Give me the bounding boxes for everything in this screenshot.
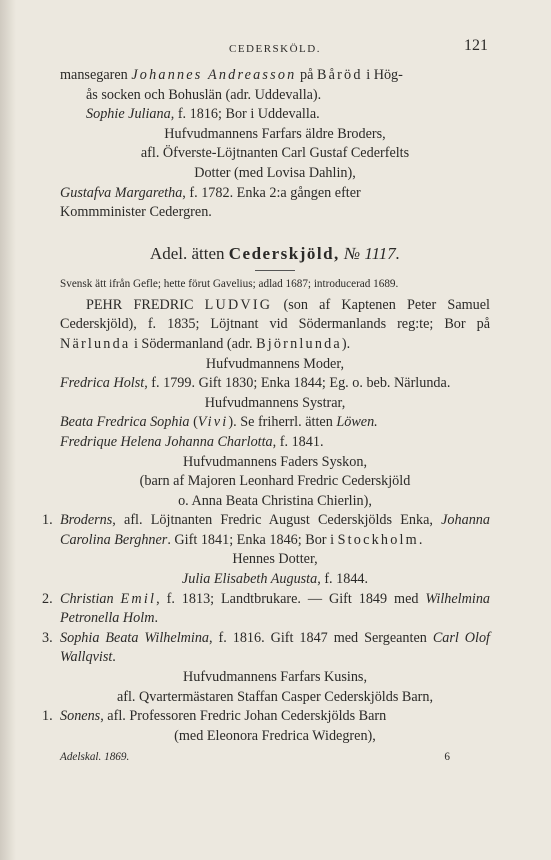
text-line: mansegaren Johannes Andreasson på Båröd i Hög- xyxy=(60,67,403,83)
head-of-family: PEHR FREDRIC LUDVIG (son af Kaptenen Peter Samuel Cederskjöld), f. 1835; Löjtnant vid Södermanlands reg:te; Bor på Närlunda i Södermanland (adr. Björnlunda). xyxy=(60,296,490,352)
text-line: Kommminister Cedergren. xyxy=(60,204,212,221)
numbered-entry: 1. Broderns, afl. Löjtnanten Fredric August Cederskjölds Enka, Johanna Carolina Berghner. Gift 1841; Enka 1846; Bor i Stockholm. xyxy=(42,512,490,548)
text-line: o. Anna Beata Christina Chierlin), xyxy=(178,492,372,509)
mother-entry: Fredrica Holst, f. 1799. Gift 1830; Enka 1844; Eg. o. beb. Närlunda. xyxy=(60,375,451,392)
section-heading: Hufvudmannens Farfars Kusins, xyxy=(182,669,367,686)
page-number: 121 xyxy=(464,37,488,54)
running-header xyxy=(60,36,490,66)
daughter-entry: Julia Elisabeth Augusta, f. 1844. xyxy=(181,571,369,588)
text-line: ås socken och Bohuslän (adr. Uddevalla). xyxy=(86,86,322,103)
page-edge-shadow xyxy=(0,0,16,860)
text-line: afl. Qvartermästaren Staffan Casper Cederskjölds Barn, xyxy=(116,688,434,705)
family-number: № 1117. xyxy=(344,243,401,263)
text-line: Gustafva Margaretha, f. 1782. Enka 2:a gången efter xyxy=(60,184,361,201)
family-name: Cederskjöld, xyxy=(228,243,340,263)
family-intro: Svensk ätt ifrån Gefle; hette förut Gavelius; adlad 1687; introducerad 1689. xyxy=(60,277,399,290)
book-page xyxy=(42,36,491,768)
text-line: (barn af Majoren Leonhard Fredric Cederskjöld xyxy=(139,473,411,490)
footer-sheet-number: 6 xyxy=(444,751,450,764)
sister-entry: Beata Fredrica Sophia (Vivi). Se friherrl. ätten Löwen. xyxy=(60,414,378,431)
page-footer xyxy=(60,748,490,768)
text-line: Dotter (med Lovisa Dahlin), xyxy=(194,164,356,181)
text-line: afl. Öfverste-Löjtnanten Carl Gustaf Cederfelts xyxy=(140,145,410,162)
footer-signature: Adelskal. 1869. xyxy=(60,751,130,764)
section-heading: Hufvudmannens Faders Syskon, xyxy=(182,453,368,470)
text-line: (med Eleonora Fredrica Widegren), xyxy=(174,727,376,744)
title-rule xyxy=(255,270,295,271)
section-heading: Hufvudmannens Systrar, xyxy=(204,394,346,411)
continued-entry xyxy=(60,66,490,223)
numbered-entry: 2. Christian Emil, f. 1813; Landtbrukare. — Gift 1849 med Wilhelmina Petronella Holm. xyxy=(42,590,491,627)
numbered-entry: 3. Sophia Beata Wilhelmina, f. 1816. Gift 1847 med Sergeanten Carl Olof Wallqvist. xyxy=(42,629,490,666)
family-title: Adel. ätten Cederskjöld, № 1117. xyxy=(149,243,401,263)
section-heading: Hennes Dotter, xyxy=(232,551,318,568)
section-heading: Hufvudmannens Moder, xyxy=(205,355,345,372)
running-title: CEDERSKÖLD. xyxy=(229,43,321,55)
section-heading: Hufvudmannens Farfars äldre Broders, xyxy=(164,125,386,142)
sister-entry: Fredrique Helena Johanna Charlotta, f. 1841. xyxy=(60,433,324,450)
numbered-entry: 1. Sonens, afl. Professoren Fredric Johan Cederskjölds Barn xyxy=(42,708,387,725)
text-line: Sophie Juliana, f. 1816; Bor i Uddevalla. xyxy=(86,106,320,123)
